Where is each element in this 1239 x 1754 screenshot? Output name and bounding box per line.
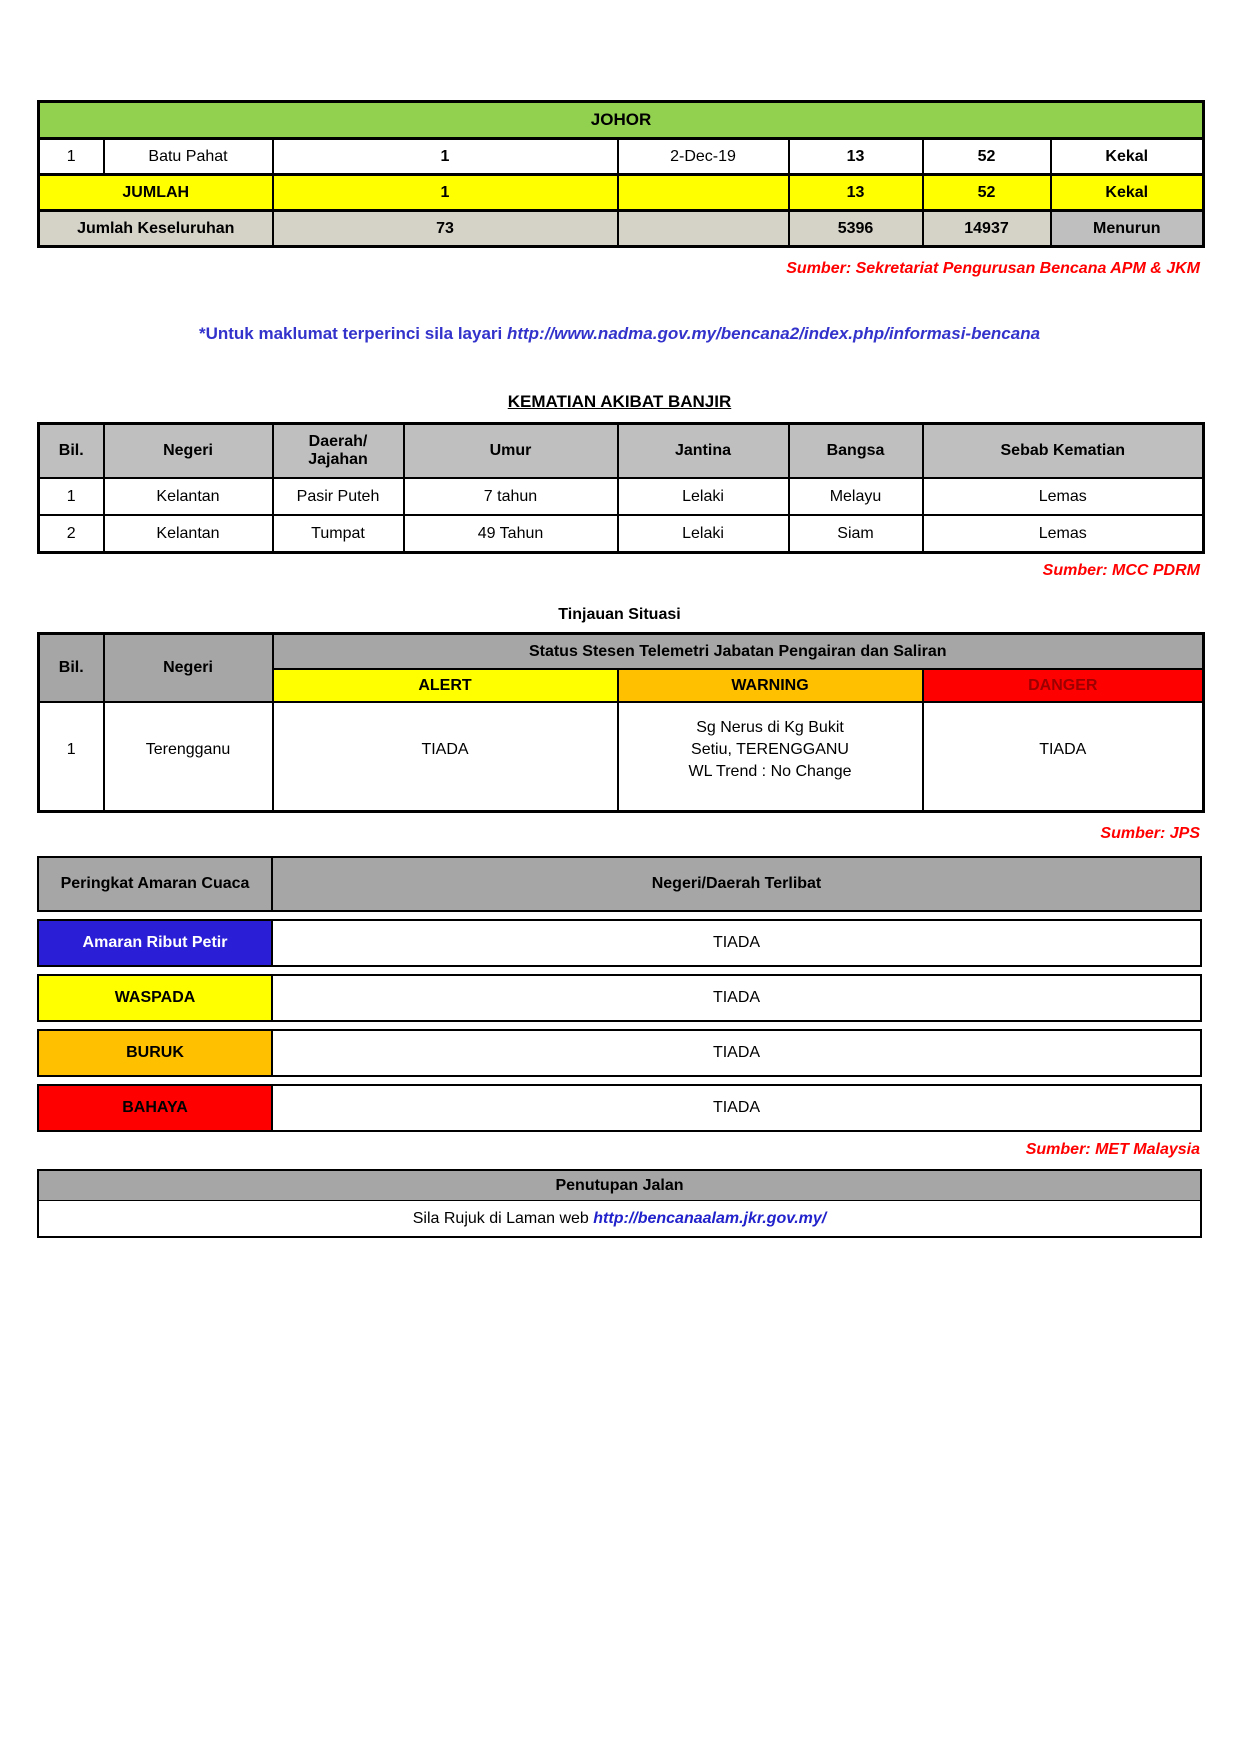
weather-header-row (37, 856, 1202, 912)
district-name: Batu Pahat (104, 139, 273, 175)
warning-area-value: TIADA (271, 919, 1202, 967)
road-closure-header-row (38, 1170, 1201, 1201)
warning-header: WARNING (618, 669, 923, 702)
col-header-negeri: Negeri (104, 424, 273, 479)
jumlah-victims: 52 (923, 175, 1051, 211)
source-jps: Sumber: JPS (1100, 825, 1200, 842)
info-note-text: *Untuk maklumat terperinci sila layari (198, 324, 507, 343)
thunderstorm-warning-row (37, 919, 1202, 967)
info-note (37, 324, 1202, 344)
warning-area-value: TIADA (271, 1084, 1202, 1132)
telemetry-status-header: Status Stesen Telemetri Jabatan Pengairan dan Saliran (273, 634, 1204, 670)
danger-header: DANGER (923, 669, 1204, 702)
road-closure-info (38, 1201, 1201, 1238)
jumlah-value: 1 (273, 175, 618, 211)
johor-header-row (39, 102, 1204, 139)
road-closure-text: Sila Rujuk di Laman web (412, 1209, 594, 1227)
source-apm-jkm: Sumber: Sekretariat Pengurusan Bencana APM & JKM (786, 260, 1200, 277)
col-header-negeri: Negeri (104, 634, 273, 703)
jumlah-trend: Kekal (1051, 175, 1204, 211)
warning-value: Sg Nerus di Kg Bukit Setiu, TERENGGANU WL Trend : No Change (618, 702, 923, 812)
total-families: 5396 (789, 211, 923, 247)
jumlah-date (618, 175, 789, 211)
district-victims: 52 (923, 139, 1051, 175)
deaths-table (37, 422, 1205, 554)
warning-level-header: Peringkat Amaran Cuaca (37, 856, 271, 912)
telemetry-table (37, 632, 1205, 813)
total-trend: Menurun (1051, 211, 1204, 247)
report-content (37, 100, 1202, 1238)
source-mcc-pdrm: Sumber: MCC PDRM (1042, 562, 1200, 579)
warning-level-label: WASPADA (37, 974, 271, 1022)
alert-value: TIADA (273, 702, 618, 812)
warning-area-value: TIADA (271, 974, 1202, 1022)
row-number: 1 (39, 139, 104, 175)
col-header-bil: Bil. (39, 634, 104, 703)
deaths-header-row (39, 424, 1204, 479)
affected-area-header: Negeri/Daerah Terlibat (271, 856, 1202, 912)
district-value: 1 (273, 139, 618, 175)
waspada-row (37, 974, 1202, 1022)
row-number: 1 (39, 702, 104, 812)
warning-level-label: Amaran Ribut Petir (37, 919, 271, 967)
table-row (39, 139, 1204, 175)
col-header-sebab: Sebab Kematian (923, 424, 1204, 479)
jumlah-families: 13 (789, 175, 923, 211)
jumlah-label: JUMLAH (39, 175, 273, 211)
total-label: Jumlah Keseluruhan (39, 211, 273, 247)
weather-warning-table (37, 849, 1202, 1139)
alert-header: ALERT (273, 669, 618, 702)
jkr-link[interactable]: http://bencanaalam.jkr.gov.my/ (593, 1209, 827, 1227)
jumlah-row (39, 175, 1204, 211)
death-row-1: 1 Kelantan Pasir Puteh 7 tahun Lelaki Melayu Lemas (39, 478, 1204, 515)
road-closure-title: Penutupan Jalan (38, 1170, 1201, 1201)
col-header-daerah: Daerah/ Jajahan (273, 424, 404, 479)
district-trend: Kekal (1051, 139, 1204, 175)
danger-value: TIADA (923, 702, 1204, 812)
road-closure-row (38, 1201, 1201, 1238)
grand-total-row (39, 211, 1204, 247)
telemetry-row (39, 702, 1204, 812)
road-closure-table (37, 1169, 1202, 1238)
col-header-bangsa: Bangsa (789, 424, 923, 479)
warning-area-value: TIADA (271, 1029, 1202, 1077)
col-header-umur: Umur (404, 424, 618, 479)
total-value: 73 (273, 211, 618, 247)
state-title: JOHOR (39, 102, 1204, 139)
warning-level-label: BAHAYA (37, 1084, 271, 1132)
col-header-jantina: Jantina (618, 424, 789, 479)
nadma-link[interactable]: http://www.nadma.gov.my/bencana2/index.php/informasi-bencana (506, 324, 1041, 343)
col-header-bil: Bil. (39, 424, 104, 479)
telemetry-header-row-1 (39, 634, 1204, 670)
death-row-2: 2 Kelantan Tumpat 49 Tahun Lelaki Siam Lemas (39, 515, 1204, 553)
situation-title: Tinjauan Situasi (558, 606, 681, 623)
district-families: 13 (789, 139, 923, 175)
source-met-malaysia: Sumber: MET Malaysia (1025, 1141, 1200, 1158)
deaths-title: KEMATIAN AKIBAT BANJIR (507, 392, 732, 411)
warning-level-label: BURUK (37, 1029, 271, 1077)
total-date (618, 211, 789, 247)
state-name: Terengganu (104, 702, 273, 812)
district-date: 2-Dec-19 (618, 139, 789, 175)
bahaya-row (37, 1084, 1202, 1132)
buruk-row (37, 1029, 1202, 1077)
total-victims: 14937 (923, 211, 1051, 247)
johor-flood-table (37, 100, 1205, 248)
